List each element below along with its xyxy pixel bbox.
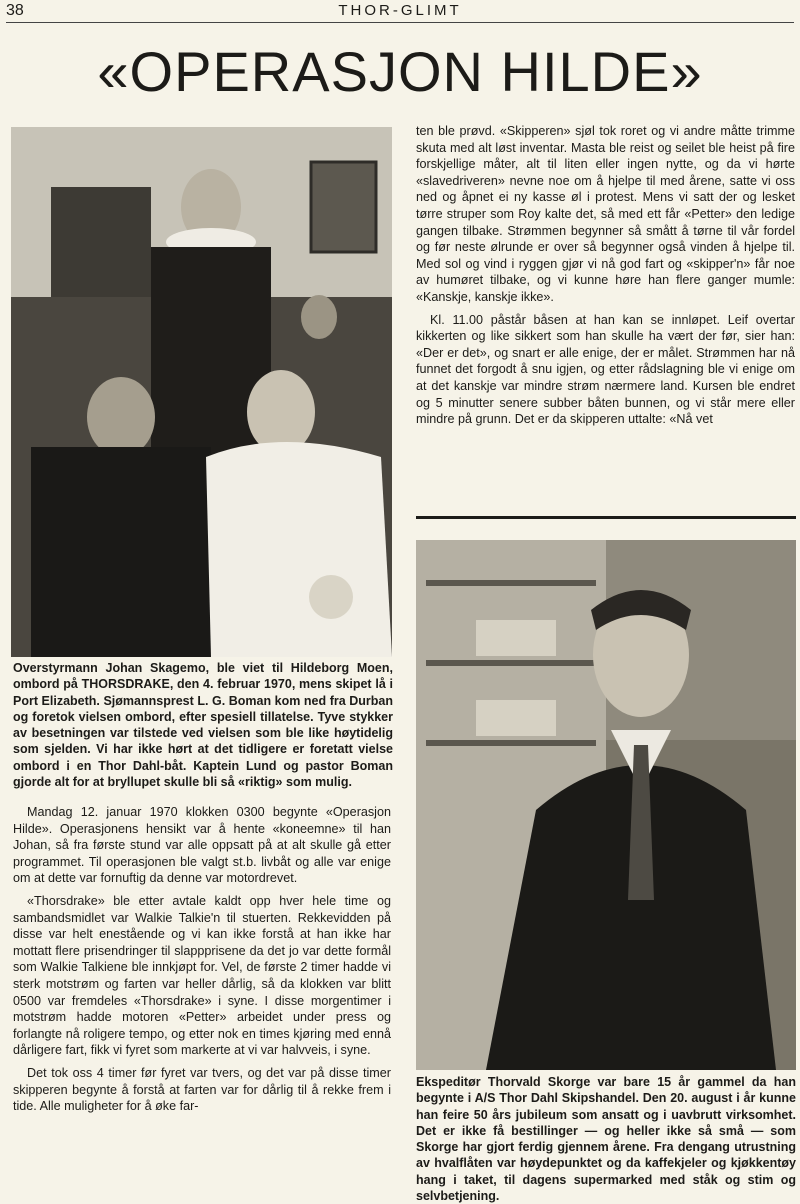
portrait-photo-caption: Ekspeditør Thorvald Skorge var bare 15 år gammel da han begynte i A/S Thor Dahl Skipshandel. Den 20. august i år kunne han feire 50 års jubileum som ansatt og i uavbrutt virksomhet. Det er ikke få bestillinger — og heller ikke så små — som Skorge har gjort ferdig gjennem årene. Fra dengang utrustning av hvalflåten var høydepunktet og da kaffekjeler og kjøkkentøy hang i taket, til dagens supermarked med ståk og stim og selvbetjening. xyxy=(416,1075,796,1204)
wedding-photo xyxy=(11,127,392,657)
body-paragraph: «Thorsdrake» ble etter avtale kaldt opp hver hele time og sambandsmidlet var Walkie Talkie'n til stuerten. Rekkevidden på disse var helt enestående og vi kan ikke forstå at han ikke har mottatt flere prisendringer til slappprisene da det jo var dette formål som Walkie Talkiene ble innkjøpt for. Vel, de første 2 timer hadde vi sterk motstrøm og farten var heller dårlig, så da klokken var blitt 0500 var fremdeles «Thorsdrake» i syne. I disse morgentimer i motstrøm hadde motoren «Petter» arbeidet under press og forlangte nå roligere tempo, og etter nok en times kjøring med ennå dårligere fart, fikk vi fyret som markerte at vi var halvveis, i syne. xyxy=(13,893,391,1058)
body-paragraph: Mandag 12. januar 1970 klokken 0300 begynte «Operasjon Hilde». Operasjonens hensikt var å hente «koneemne» til han Johan, så fra første stund var alle oppsatt på at alt skulle gå etter programmet. Til operasjonen ble valgt st.b. livbåt og alle var enige om at dette var fornuftig da denne var motordrevet. xyxy=(13,805,391,886)
article-body-right-column xyxy=(416,123,795,434)
body-paragraph: Det tok oss 4 timer før fyret var tvers, og det var på disse timer skipperen begynte å forstå at farten var for dårlig til å rekke frem i tide. Alle muligheter for å øke far- xyxy=(13,1065,391,1114)
page-number: 38 xyxy=(6,2,24,19)
portrait-photo xyxy=(416,540,796,1070)
article-title: «OPERASJON HILDE» xyxy=(97,40,703,103)
header-rule xyxy=(6,22,794,23)
body-paragraph: ten ble prøvd. «Skipperen» sjøl tok roret og vi andre måtte trimme skuta med alt løst inventar. Masta ble reist og seilet ble heist på fire forskjellige måter, alt til liten eller ingen nytte, og da vi hørte «slavedriveren» nevne noe om å hjelpe til med årene, satte vi oss ned og åpnet ei ny kasse øl i protest. Mens vi satt der og lesket tørre struper som Roy kalte det, så med ett får «Petter» den ledige gangen tilbake. Strømmen begynner så smått å tørne til vår fordel og før neste ølrunde er over så begynner også vinden å hjelpe til. Med sol og vind i ryggen gjør vi nå god fart og «skipper'n» får noe av humøret tilbake, og vi kunne høre han flere ganger mumle: «Kanskje, kanskje ikke». xyxy=(416,124,795,304)
running-head: THOR-GLIMT xyxy=(338,2,462,19)
column-divider-rule xyxy=(416,516,796,519)
article-body-left-column xyxy=(13,804,391,1121)
page-header xyxy=(0,0,800,24)
wedding-photo-caption: Overstyrmann Johan Skagemo, ble viet til Hildeborg Moen, ombord på THORSDRAKE, den 4. februar 1970, mens skipet lå i Port Elizabeth. Sjømannsprest L. G. Boman kom ned fra Durban og foretok vielsen ombord, efter spesiell tillatelse. Tyve stykker av besetningen var tilstede ved vielsen som ble like høytidelig som sjelden. Vi har ikke hørt at det tidligere er foretatt vielse ombord i en Thor Dahl-båt. Kaptein Lund og pastor Boman gjorde alt for at bryllupet skulle bli så «riktig» som mulig. xyxy=(13,661,393,790)
body-paragraph: Kl. 11.00 påstår båsen at han kan se innløpet. Leif overtar kikkerten og like sikkert som han skulle ha vært der før, sier han: «Der er det», og snart er alle enige, der er målet. Strømmen har nå funnet det forgodt å snu igjen, og etter rådslagning ble vi enige om at det kanskje var mindre strøm nærmere land. Kursen ble endret og 5 minutter senere subber båten bunnen, og vi står mere eller mindre på grunn. Det er da skipperen uttalte: «Nå vet xyxy=(416,312,795,427)
